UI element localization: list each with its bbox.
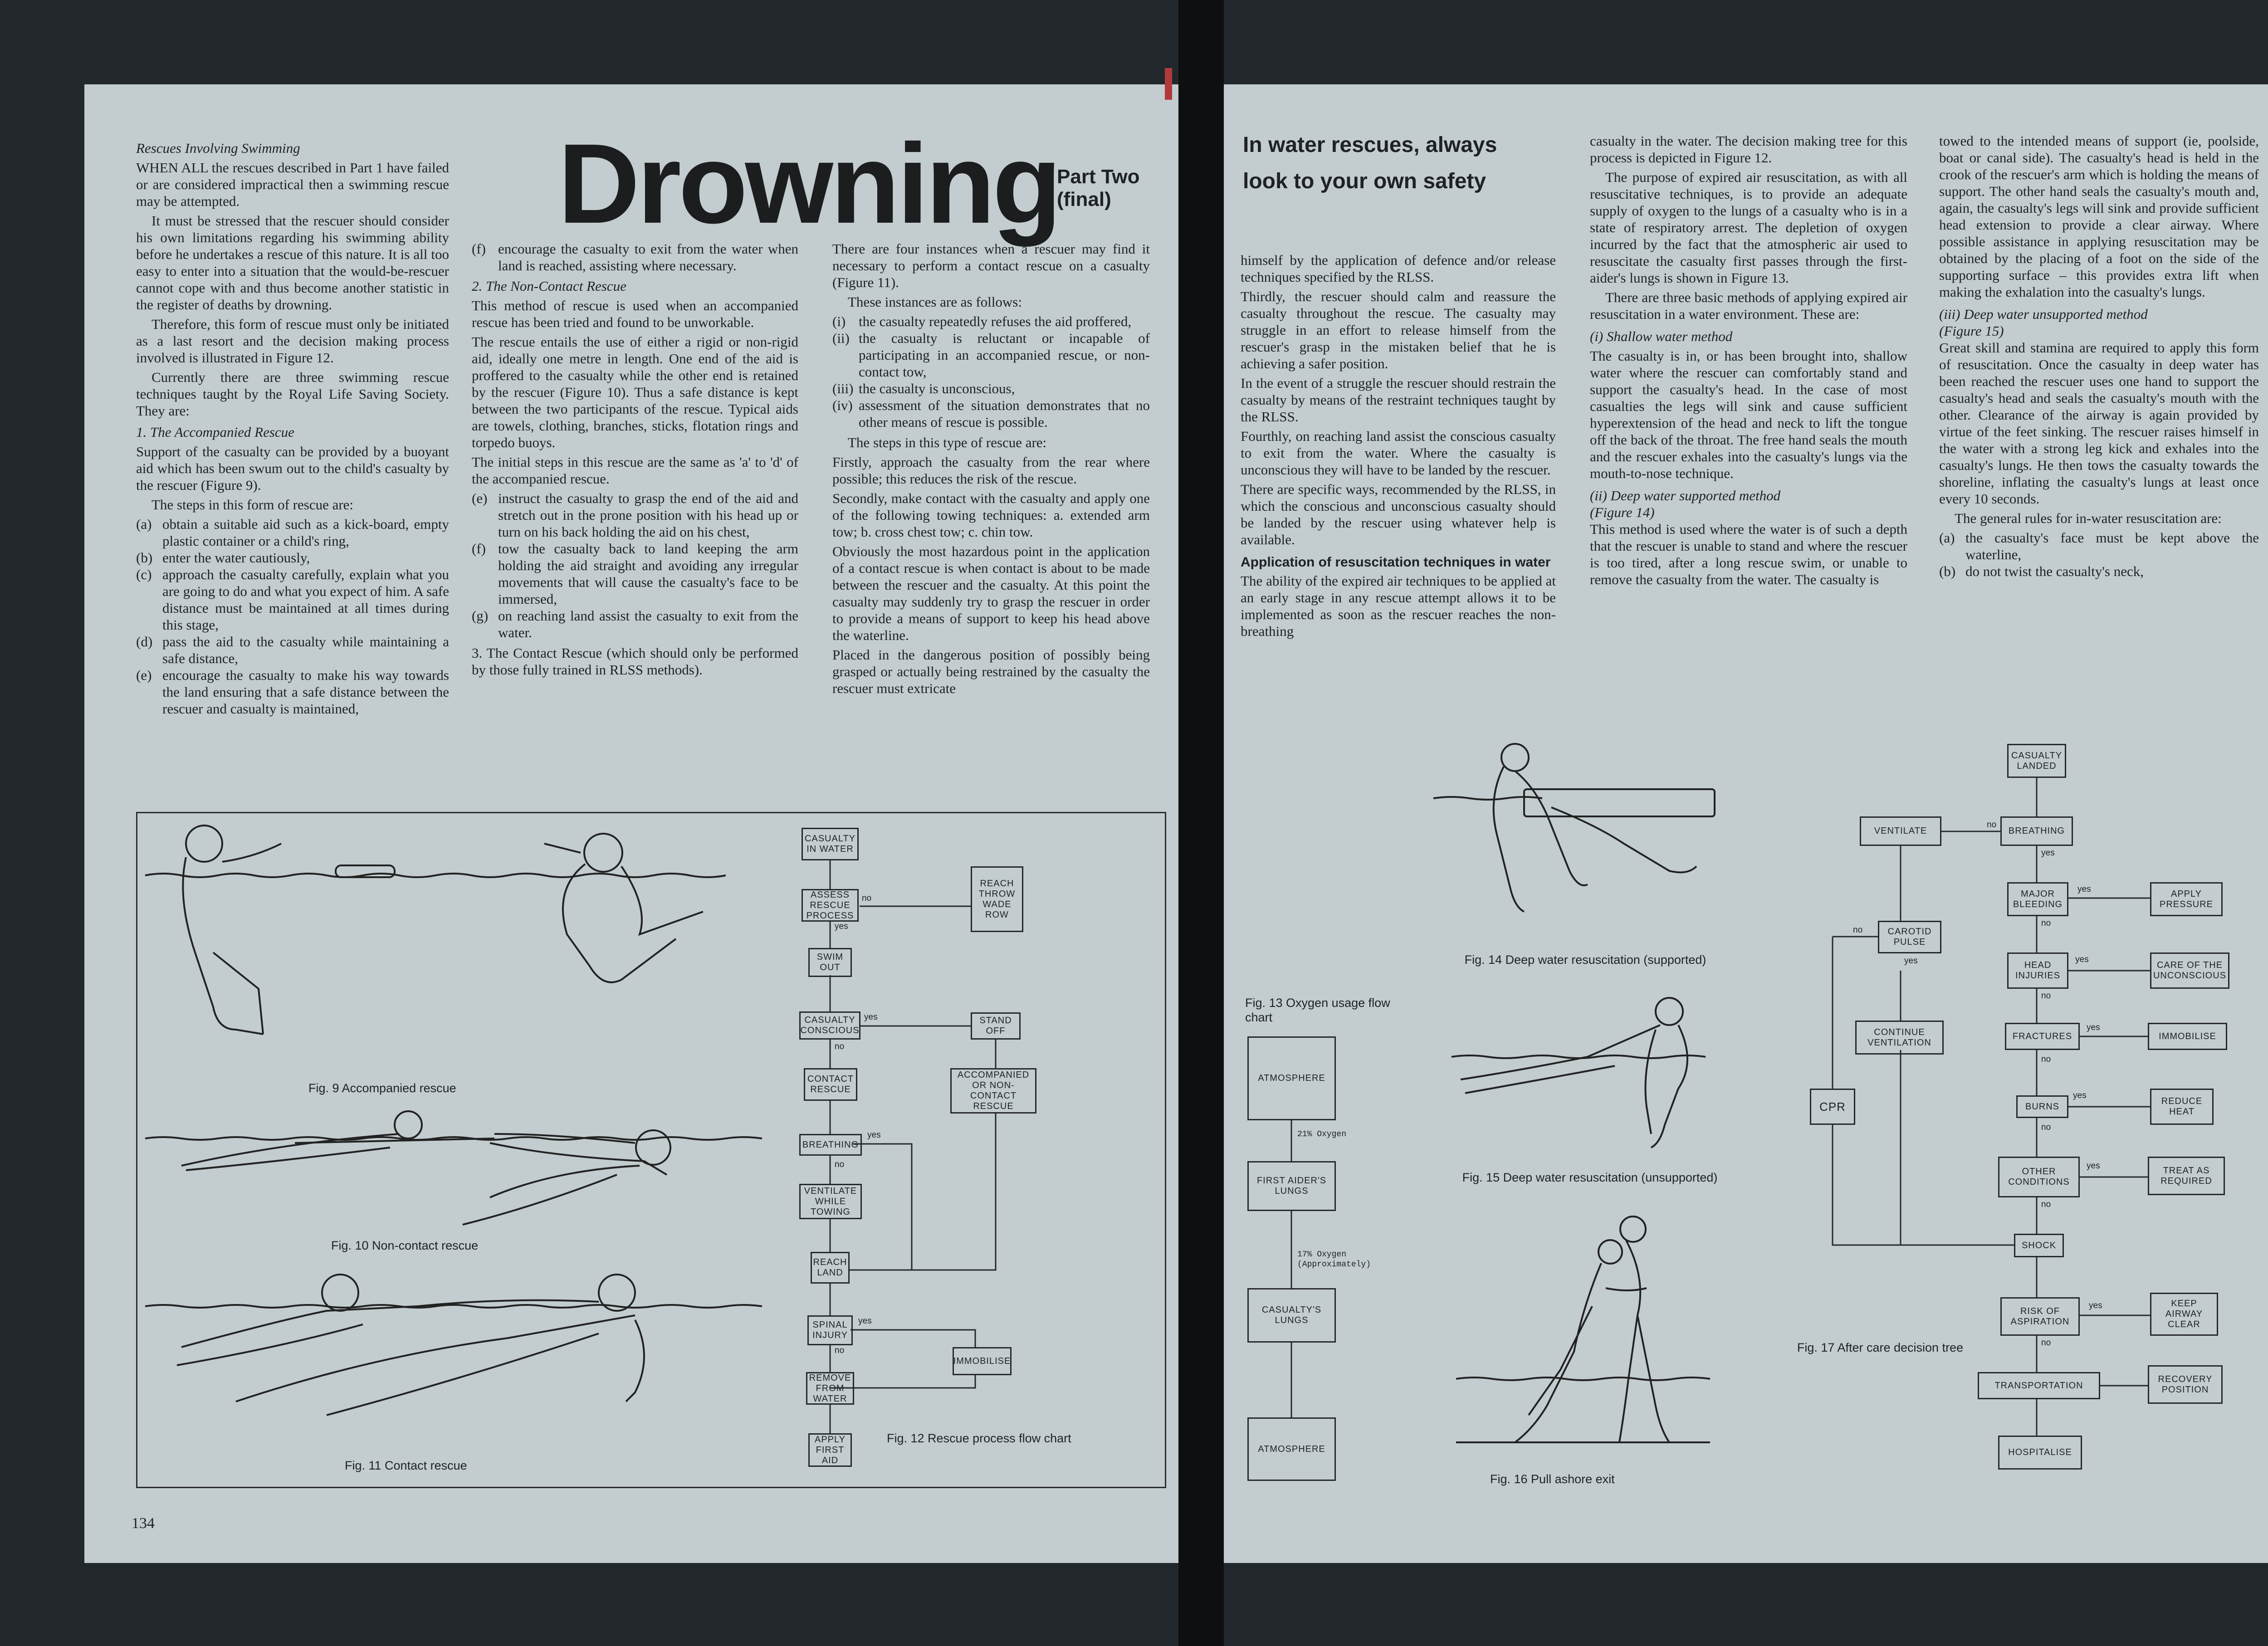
fc12-stand-off: STAND OFF — [971, 1012, 1021, 1040]
fc13-atmosphere-out: ATMOSPHERE — [1247, 1417, 1336, 1481]
fig13-caption: Fig. 13 Oxygen usage flow chart — [1245, 996, 1390, 1024]
fc17-other-conditions: OTHER CONDITIONS — [1998, 1157, 2080, 1197]
list-item: (f) tow the casualty back to land keeping the arm holding the aid straight and avoiding any irregular movements that will cause the casualty's face to be immersed, — [472, 541, 798, 607]
list-item: (e) encourage the casualty to make his way towards the land ensuring that a safe distance between the rescuer and casualty is maintained, — [136, 667, 449, 717]
list-item: (iv) assessment of the situation demonstrates that no other means of rescue is possible. — [832, 397, 1150, 430]
fc17-head-injuries: HEAD INJURIES — [2007, 952, 2068, 989]
fc12-reach-throw: REACH THROW WADE ROW — [971, 866, 1023, 932]
fc12-yes-label: yes — [835, 922, 848, 931]
list-item: (a) obtain a suitable aid such as a kick-board, empty plastic container or a child's ring, — [136, 516, 449, 549]
fc17-reduce-heat: REDUCE HEAT — [2150, 1089, 2214, 1125]
fc13-oxygen-17: 17% Oxygen (Approximately) — [1297, 1250, 1371, 1269]
fc13-oxygen-21: 21% Oxygen — [1297, 1130, 1347, 1139]
list-item: (f) encourage the casualty to exit from the water when land is reached, assisting where necessary. — [472, 241, 798, 274]
fc12-reach-land: REACH LAND — [811, 1252, 850, 1284]
fc12-spinal-injury: SPINAL INJURY — [807, 1315, 853, 1345]
fig14-caption: Fig. 14 Deep water resuscitation (supported) — [1464, 953, 1706, 967]
right-column-3: towed to the intended means of support (ie, poolside, boat or canal side). The casualty's head is held in the crook of the rescuer's arm which is holding the means of support. The other hand seals the casualty's mouth and, again, the casualty's legs will sink and provide sufficient head extension to provide a clear airway. Where possible assistance in applying resuscitation may be obtained by the placing of a foot on the side of the supporting surface – this provides extra lift when making the exhalation into the casualty's lungs. (iii) Deep water unsupported method (Figure 15) Great skill and stamina are required to apply this form of resuscitation. Once the casualty in deep water has been reached the rescuer uses one hand to support the casualty's head and seals the casualty's mouth with the other. Clearance of the airway is again provided by virtue of the feet sinking. The rescuer raises himself in the water with a strong leg kick and exhales into the casualty's lungs. He then tows the casualty towards the shoreline, inflating the casualty's lungs at least once every 10 seconds. The general rules for in-water resuscitation are: (a) the casualty's face must be kept above the waterline, (b) do not twist the casualty's neck, — [1939, 133, 2259, 579]
fc13-first-aider-lungs: FIRST AIDER'S LUNGS — [1247, 1161, 1336, 1211]
fc17-yes-label: yes — [2073, 1091, 2087, 1100]
fig9-caption: Fig. 9 Accompanied rescue — [308, 1081, 456, 1095]
fc13-atmosphere: ATMOSPHERE — [1247, 1036, 1336, 1120]
fc17-burns: BURNS — [2016, 1095, 2068, 1118]
fig10-caption: Fig. 10 Non-contact rescue — [331, 1239, 479, 1252]
fc17-no-label: no — [1987, 820, 1997, 830]
list-item: (g) on reaching land assist the casualty to exit from the water. — [472, 608, 798, 640]
right-column-1: himself by the application of defence and/or release techniques specified by the RLSS. Thirdly, the rescuer should calm and reassure the casualty throughout the rescue. The casualty may struggle in an effort to release himself from the rescuer's grasp in the mistaken belief that he is achieving a safer position. In the event of a struggle the rescuer should restrain the casualty by means of the restraint techniques taught by the RLSS. Fourthly, on reaching land assist the conscious casualty to exit from the water. Where the casualty is unconscious they will have to be landed by the rescuer. There are specific ways, recommended by the RLSS, in which the conscious and unconscious casualty should be landed by the rescuer using whatever help is available. Application of resuscitation techniques in water The ability of the expired air techniques to be applied at an early stage in any rescue attempt allows it to be implemented as soon as the rescuer reaches the non-breathing — [1241, 252, 1556, 639]
fc12-assess: ASSESS RESCUE PROCESS — [802, 889, 859, 922]
list-item: (a) the casualty's face must be kept above the waterline, — [1939, 530, 2259, 562]
subheading: (iii) Deep water unsupported method — [1939, 306, 2148, 322]
fc17-hospitalise: HOSPITALISE — [1998, 1436, 2082, 1470]
list-item: (d) pass the aid to the casualty while maintaining a safe distance, — [136, 634, 449, 666]
fc12-no-label: no — [862, 894, 872, 903]
fc12-yes-label: yes — [864, 1012, 878, 1022]
fc12-no-label: no — [835, 1042, 845, 1051]
fc17-yes-label: yes — [2077, 884, 2091, 894]
fc17-cpr: CPR — [1810, 1089, 1855, 1125]
fc17-yes-label: yes — [2041, 848, 2055, 858]
fc12-casualty-in-water: CASUALTY IN WATER — [802, 828, 859, 860]
fc17-carotid-pulse: CAROTID PULSE — [1878, 921, 1941, 953]
fc17-yes-label: yes — [2087, 1161, 2100, 1171]
fc17-fractures: FRACTURES — [2005, 1023, 2080, 1050]
fc12-apply-first-aid: APPLY FIRST AID — [808, 1433, 852, 1467]
fc17-no-label: no — [2041, 1200, 2051, 1209]
fc12-remove-from-water: REMOVE FROM WATER — [806, 1372, 854, 1405]
fc17-immobilise: IMMOBILISE — [2148, 1023, 2227, 1050]
right-column-2: casualty in the water. The decision making tree for this process is depicted in Figure 12. The purpose of expired air resuscitation, as with all resuscitative techniques, is to provide an adequate supply of oxygen to the lungs of a casualty who is in a state of respiratory arrest. The depletion of oxygen incurred by the fact that the atmospheric air used to resuscitate the casualty first passes through the first-aider's lungs is shown in Figure 13. There are three basic methods of applying expired air resuscitation in a water environment. These are: (i) Shallow water method The casualty is in, or has been brought into, shallow water where the rescuer can comfortably stand and support the casualty's head. In the case of most casualties the legs will sink and cause sufficient hyperextension of the head and neck to lift the tongue off the back of the throat. The free hand seals the mouth and the rescuer exhales into the casualty's lungs via the mouth-to-nose technique. (ii) Deep water supported method (Figure 14) This method is used where the water is of such a depth that the rescuer is unable to stand and where the rescuer is too tired, after a long rescue swim, or unable to remove the casualty from the water. The casualty is — [1590, 133, 1907, 587]
fc17-no-label: no — [2041, 1055, 2051, 1064]
fc13-casualty-lungs: CASUALTY'S LUNGS — [1247, 1288, 1336, 1343]
left-column-3: There are four instances when a rescuer may find it necessary to perform a contact rescue on a casualty (Figure 11). These instances are as follows: (i) the casualty repeatedly refuses the aid proffered, (ii) the casualty is reluctant or incapable of participating in an accompanied rescue, or non-contact tow, (iii) the casualty is unconscious, (iv) assessment of the situation demonstrates that no other means of rescue is possible. The steps in this type of rescue are: Firstly, approach the casualty from the rear where possible; this reduces the risk of the rescue. Secondly, make contact with the casualty and apply one of the following towing techniques: a. extended arm tow; b. cross chest tow; c. chin tow. Obviously the most hazardous point in the application of a contact rescue is when contact is about to be made between the rescuer and the casualty. At this point the casualty may suddenly try to grasp the rescuer in order to provide a means of support to keep his head above the waterline. Placed in the dangerous position of possibly being grasped or actually being restrained by the casualty the rescuer must extricate — [832, 241, 1150, 696]
fc12-conscious: CASUALTY CONSCIOUS — [799, 1011, 860, 1040]
fc17-care-unconscious: CARE OF THE UNCONSCIOUS — [2150, 952, 2229, 989]
list-item: (b) do not twist the casualty's neck, — [1939, 563, 2144, 579]
fc17-no-label: no — [2041, 1123, 2051, 1132]
subheading: (ii) Deep water supported method — [1590, 488, 1781, 503]
fc17-transportation: TRANSPORTATION — [1978, 1372, 2100, 1399]
left-column-1: Rescues Involving Swimming WHEN ALL the rescues described in Part 1 have failed or are considered impractical then a swimming rescue may be attempted. It must be stressed that the rescuer should consider his own limitations regarding his swimming ability before he undertakes a rescue of this nature. It is all too easy to enter into a situation that the would-be-rescuer cannot cope with and thus become another statistic in the register of deaths by drowning. Therefore, this form of rescue must only be initiated as a last resort and the decision making process involved is illustrated in Figure 12. Currently there are three swimming rescue techniques taught by the Royal Life Saving Society. They are: 1. The Accompanied Rescue Support of the casualty can be provided by a buoyant aid which has been swum out to the child's casualty by the rescuer (Figure 9). The steps in this form of rescue are: (a) obtain a suitable aid such as a kick-board, empty plastic container or a child's ring, (b) enter the water cautiously, (c) approach the casualty carefully, explain what you are going to do and what you expect of him. A safe distance must be maintained at all times during this stage, (d) pass the aid to the casualty while maintaining a safe distance, (e) encourage the casualty to make his way towards the land ensuring that a safe distance between the rescuer and casualty is maintained, — [136, 140, 449, 717]
fc17-risk-of-aspiration: RISK OF ASPIRATION — [2000, 1297, 2080, 1336]
fc17-apply-pressure: APPLY PRESSURE — [2150, 882, 2223, 916]
section-heading: Application of resuscitation techniques in water — [1241, 555, 1551, 570]
fc17-casualty-landed: CASUALTY LANDED — [2007, 744, 2066, 778]
fc17-breathing: BREATHING — [2000, 816, 2073, 846]
fc17-shock: SHOCK — [2014, 1234, 2064, 1257]
list-item: (i) the casualty repeatedly refuses the aid proffered, — [832, 313, 1132, 329]
article-title: Drowning — [558, 120, 1059, 247]
fc17-keep-airway-clear: KEEP AIRWAY CLEAR — [2150, 1293, 2218, 1336]
fc17-major-bleeding: MAJOR BLEEDING — [2007, 882, 2068, 916]
fig16-caption: Fig. 16 Pull ashore exit — [1490, 1472, 1615, 1486]
fc17-yes-label: yes — [2087, 1023, 2100, 1032]
list-item: (iii) the casualty is unconscious, — [832, 381, 1015, 396]
fc17-no-label: no — [2041, 1338, 2051, 1348]
fc12-immobilise: IMMOBILISE — [953, 1347, 1012, 1375]
list-item: (c) approach the casualty carefully, explain what you are going to do and what you expect of him. A safe distance must be maintained at all times during this stage, — [136, 567, 449, 633]
fc17-recovery-position: RECOVERY POSITION — [2148, 1365, 2223, 1404]
fc17-yes-label: yes — [2075, 955, 2089, 964]
fc12-contact-rescue: CONTACT RESCUE — [804, 1068, 857, 1101]
fig11-caption: Fig. 11 Contact rescue — [345, 1459, 467, 1472]
fc12-no-label: no — [835, 1346, 845, 1355]
fc17-treat-as-required: TREAT AS REQUIRED — [2148, 1157, 2225, 1195]
fc17-yes-label: yes — [1904, 956, 1918, 966]
fig15-caption: Fig. 15 Deep water resuscitation (unsupported) — [1462, 1171, 1718, 1184]
left-column-2: (f) encourage the casualty to exit from the water when land is reached, assisting where necessary. 2. The Non-Contact Rescue This method of rescue is used when an accompanied rescue has been tried and found to be unworkable. The rescue entails the use of either a rigid or non-rigid aid, ideally one metre in length. One end of the aid is proffered to the casualty while the other end is retained by the rescuer (Figure 10). Thus a safe distance is kept between the two participants of the rescue. Typical aids are towels, clothing, branches, sticks, flotation rings and torpedo buoys. The initial steps in this rescue are the same as 'a' to 'd' of the accompanied rescue. (e) instruct the casualty to grasp the end of the aid and stretch out in the prone position with his head up or turn on his back holding the aid on his chest, (f) tow the casualty back to land keeping the arm holding the aid straight and avoiding any irregular movements that will cause the casualty's face to be immersed, (g) on reaching land assist the casualty to exit from the water. 3. The Contact Rescue (which should only be performed by those fully trained in RLSS methods). — [472, 241, 798, 678]
list-item: (e) instruct the casualty to grasp the end of the aid and stretch out in the prone position with his head up or turn on his back holding the aid on his chest, — [472, 490, 798, 540]
fig12-caption: Fig. 12 Rescue process flow chart — [887, 1431, 1071, 1445]
fc12-yes-label: yes — [867, 1130, 881, 1140]
list-item: (ii) the casualty is reluctant or incapable of participating in an accompanied rescue, or non-contact tow, — [832, 330, 1150, 380]
fc12-no-label: no — [835, 1160, 845, 1169]
fc17-no-label: no — [2041, 991, 2051, 1001]
subheading: 2. The Non-Contact Rescue — [472, 278, 626, 294]
fc17-no-label: no — [1853, 925, 1863, 935]
page-number-left: 134 — [132, 1515, 155, 1532]
fc12-breathing: BREATHING — [799, 1134, 862, 1156]
subheading: (i) Shallow water method — [1590, 328, 1733, 344]
fc12-ventilate-towing: VENTILATE WHILE TOWING — [799, 1184, 862, 1219]
fc17-yes-label: yes — [2089, 1301, 2102, 1310]
fc12-accompanied: ACCOMPANIED OR NON-CONTACT RESCUE — [950, 1068, 1036, 1114]
part-label: Part Two (final) — [1057, 166, 1140, 210]
fc17-ventilate: VENTILATE — [1860, 816, 1941, 846]
pull-headline: In water rescues, always look to your own safety — [1243, 133, 1497, 193]
section-heading: Rescues Involving Swimming — [136, 140, 300, 156]
fc12-yes-label: yes — [858, 1316, 872, 1326]
fc12-swim-out: SWIM OUT — [808, 948, 852, 977]
fc17-continue-ventilation: CONTINUE VENTILATION — [1855, 1021, 1944, 1055]
fc17-no-label: no — [2041, 918, 2051, 928]
subheading: 1. The Accompanied Rescue — [136, 424, 294, 440]
fig17-caption: Fig. 17 After care decision tree — [1797, 1341, 1964, 1354]
list-item: (b) enter the water cautiously, — [136, 550, 310, 566]
